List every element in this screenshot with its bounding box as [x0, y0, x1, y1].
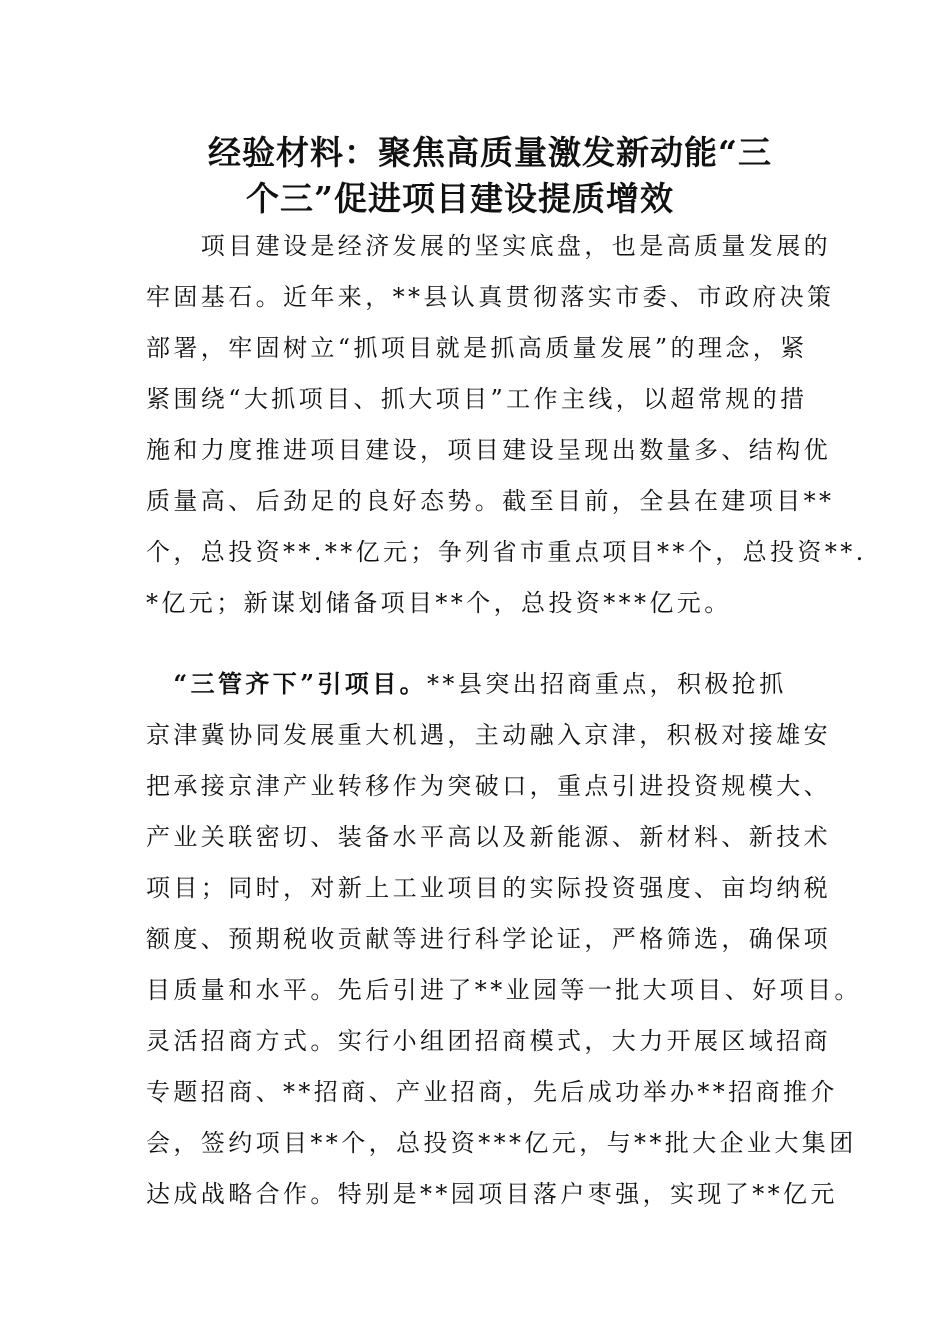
- paragraph-line: 产业关联密切、装备水平高以及新能源、新材料、新技术: [146, 823, 831, 851]
- paragraph-line: *亿元；新谋划储备项目**个，总投资***亿元。: [146, 589, 732, 617]
- title-line: 经验材料：聚焦高质量激发新动能“三: [208, 133, 772, 172]
- paragraph-line: 牢固基石。近年来，**县认真贯彻落实市委、市政府决策: [146, 283, 835, 311]
- section-first-line: **县突出招商重点，积极抢抓: [427, 670, 787, 698]
- paragraph-line: 达成战略合作。特别是**园项目落户枣强，实现了**亿元: [146, 1180, 838, 1208]
- document-title: [120, 130, 860, 222]
- section-heading: “三管齐下”引项目。: [146, 669, 428, 698]
- paragraph-line: 施和力度推进项目建设，项目建设呈现出数量多、结构优: [146, 436, 831, 464]
- paragraph-line: 会，签约项目**个，总投资***亿元，与**批大企业大集团: [146, 1129, 857, 1157]
- paragraph-line: 个，总投资**.**亿元；争列省市重点项目**个，总投资**.: [146, 538, 867, 566]
- paragraph-line: 质量高、后劲足的良好态势。截至目前，全县在建项目**: [146, 487, 835, 515]
- paragraph-line: [146, 658, 826, 710]
- paragraph-line: 目质量和水平。先后引进了**业园等一批大项目、好项目。: [146, 976, 862, 1004]
- paragraph-line: 把承接京津产业转移作为突破口，重点引进投资规模大、: [146, 772, 831, 800]
- title-line: 个三”促进项目建设提质增效: [246, 179, 674, 218]
- paragraph-line: 项目建设是经济发展的坚实底盘，也是高质量发展的: [146, 232, 831, 260]
- paragraph-line: 紧围绕“大抓项目、抓大项目”工作主线，以超常规的措: [146, 385, 808, 413]
- paragraph-line: 京津冀协同发展重大机遇，主动融入京津，积极对接雄安: [146, 721, 831, 749]
- paragraph-line: 部署，牢固树立“抓项目就是抓高质量发展”的理念，紧: [146, 334, 808, 362]
- paragraph-line: 专题招商、**招商、产业招商，先后成功举办**招商推介: [146, 1078, 838, 1106]
- paragraph-line: 灵活招商方式。实行小组团招商模式，大力开展区域招商: [146, 1027, 831, 1055]
- paragraph-line: 项目；同时，对新上工业项目的实际投资强度、亩均纳税: [146, 874, 831, 902]
- paragraph-line: 额度、预期税收贡献等进行科学论证，严格筛选，确保项: [146, 925, 831, 953]
